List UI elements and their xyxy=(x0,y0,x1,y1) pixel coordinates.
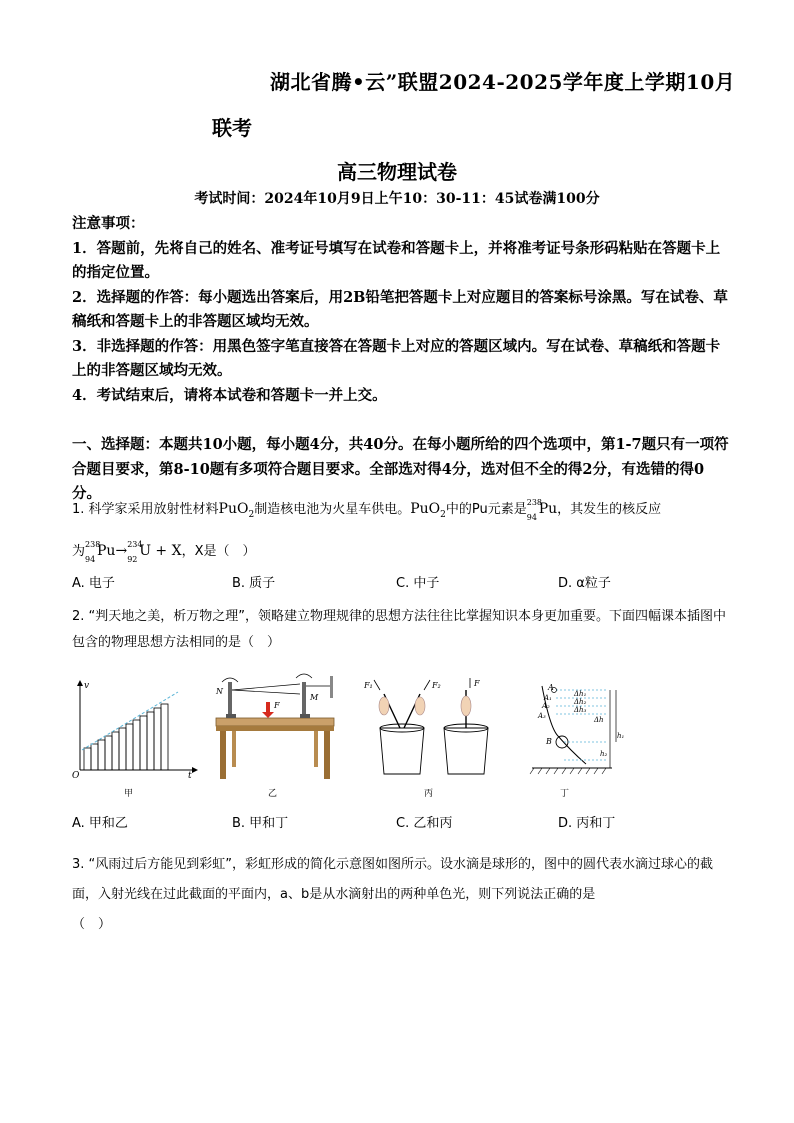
fig-ding-dh: Δh xyxy=(594,716,604,724)
q1-text-5: 为 xyxy=(72,544,86,559)
question-3: 3. “风雨过后方能见到彩虹”，彩虹形成的简化示意图如图所示。设水滴是球形的，图中的圆代表水滴过球心的截面，入射光线在过此截面的平面内，a、b是从水滴射出的两种单色光，则下列说法正确的是 xyxy=(72,857,714,902)
exam-subtitle: 高三物理试卷 xyxy=(337,160,457,184)
q2-option-a: A. 甲和乙 xyxy=(72,816,128,831)
note-item-1: 1．答题前，先将自己的姓名、准考证号填写在试卷和答题卡上，并将准考证号条形码粘贴在答题卡上的指定位置。 xyxy=(72,239,721,281)
q1-option-c: C. 中子 xyxy=(396,576,440,591)
q1-option-d: D. α粒子 xyxy=(558,576,611,591)
q1-text-6: ，X是（ ） xyxy=(181,544,256,559)
caption-bing: 丙 xyxy=(424,789,434,799)
q3-answer-paren: （ ） xyxy=(72,917,112,932)
fig-ding-b: B xyxy=(546,737,552,746)
q1-text-4: ，其发生的核反应 xyxy=(557,502,662,517)
fig-jia-origin: O xyxy=(72,771,80,780)
figure-bing xyxy=(364,676,490,780)
figure-ding xyxy=(512,678,628,780)
notes-heading: 注意事项： xyxy=(72,215,145,232)
note-item-3: 3．非选择题的作答：用黑色签字笔直接答在答题卡上对应的答题区域内。写在试卷、草稿纸和答题卡上的非答题区域均无效。 xyxy=(72,337,721,379)
q1-eq-arrow: → xyxy=(115,543,128,559)
figure-yi xyxy=(208,672,344,782)
caption-yi: 乙 xyxy=(268,789,278,799)
q1-eq-u: 234 92 U + X xyxy=(127,540,182,564)
exam-title-line2: 联考 xyxy=(212,116,252,140)
q1-formula-1: PuO$_2$ xyxy=(218,501,255,520)
q1-eq-pu: 238 94 Pu xyxy=(85,540,116,564)
fig-bing-f1-label: F₁ xyxy=(364,681,373,690)
fig-ding-h1: h₁ xyxy=(617,732,625,740)
fig-ding-a: A xyxy=(548,683,554,692)
fig-ding-dh1: Δh₁ xyxy=(574,690,587,698)
section-1-intro: 一、选择题：本题共10小题，每小题4分，共40分。在每小题所给的四个选项中，第1-7题只有一项符合题目要求，第8-10题有多项符合题目要求。全部选对得4分，选对但不全的得2分，有选错的得0分。 xyxy=(72,436,729,502)
q1-option-a: A. 电子 xyxy=(72,576,115,591)
q1-formula-2: PuO$_2$ xyxy=(410,501,446,520)
fig-ding-a3: A₃ xyxy=(538,712,546,720)
fig-ding-h2: h₂ xyxy=(600,750,608,758)
caption-jia: 甲 xyxy=(124,789,134,799)
q1-nuclide-pu: 238 94 Pu xyxy=(526,498,558,522)
fig-yi-f-label: F xyxy=(274,701,280,710)
q2-option-c: C. 乙和丙 xyxy=(396,816,453,831)
q2-option-d: D. 丙和丁 xyxy=(558,816,616,831)
fig-jia-t-label: t xyxy=(188,771,192,780)
note-item-4: 4．考试结束后，请将本试卷和答题卡一并上交。 xyxy=(72,386,387,404)
caption-ding: 丁 xyxy=(560,789,570,799)
q1-text-2: 制造核电池为火星车供电。 xyxy=(254,502,411,517)
fig-jia-v-label: v xyxy=(84,681,90,691)
fig-ding-dh2: Δh₂ xyxy=(574,698,587,706)
q1-text-1: 1. 科学家采用放射性材料 xyxy=(72,502,219,517)
q1-options xyxy=(72,572,611,591)
fig-ding-a1: A₁ xyxy=(544,694,552,702)
fig-ding-a2: A₂ xyxy=(542,702,550,710)
q1-text-3: 中的Pu元素是 xyxy=(445,502,527,517)
question-1 xyxy=(72,496,732,528)
fig-bing-f2-label: F₂ xyxy=(432,681,441,690)
figure-jia xyxy=(70,678,200,780)
q1-option-b: B. 质子 xyxy=(232,576,276,591)
fig-ding-dh3: Δh₃ xyxy=(574,706,587,714)
note-item-2: 2．选择题的作答：每小题选出答案后，用2B铅笔把答题卡上对应题目的答案标号涂黑。写在试卷、草稿纸和答题卡上的非答题区域均无效。 xyxy=(72,288,728,330)
fig-yi-n-label: N xyxy=(216,687,223,696)
fig-yi-m-label: M xyxy=(310,693,319,702)
notes-block xyxy=(72,212,732,408)
exam-title-line1: 湖北省腾•云”联盟2024-2025学年度上学期10月 xyxy=(270,70,736,94)
question-2: 2. “判天地之美，析万物之理”，领略建立物理规律的思想方法往往比掌握知识本身更加重要。下面四幅课本插图中包含的物理思想方法相同的是（ ） xyxy=(72,609,727,650)
question-1-line2 xyxy=(72,538,732,565)
exam-time: 考试时间：2024年10月9日上午10：30-11：45试卷满100分 xyxy=(194,191,600,207)
q2-option-b: B. 甲和丁 xyxy=(232,816,289,831)
q2-options xyxy=(72,812,615,831)
fig-bing-f-label: F xyxy=(474,679,480,688)
